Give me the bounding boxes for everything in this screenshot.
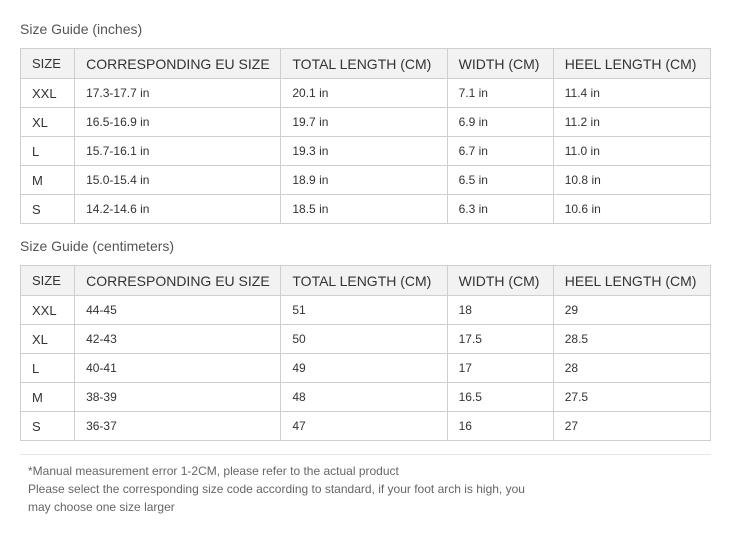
table-row (21, 412, 711, 441)
header-width: WIDTH (CM) (447, 49, 553, 79)
table-row (21, 296, 711, 325)
cell-width: 17 (447, 354, 553, 383)
cell-total-length: 48 (281, 383, 447, 412)
cell-heel-length: 10.8 in (553, 166, 710, 195)
header-total-length: TOTAL LENGTH (CM) (281, 266, 447, 296)
table-header-row (21, 49, 711, 79)
table-row (21, 137, 711, 166)
inches-size-table (20, 48, 711, 224)
cell-heel-length: 29 (553, 296, 710, 325)
table-row (21, 79, 711, 108)
cell-heel-length: 28.5 (553, 325, 710, 354)
cell-width: 16 (447, 412, 553, 441)
inches-section-title: Size Guide (inches) (20, 21, 143, 37)
cell-total-length: 20.1 in (281, 79, 447, 108)
cell-size: XL (21, 325, 75, 354)
cell-heel-length: 10.6 in (553, 195, 710, 224)
cell-eu-size: 15.0-15.4 in (75, 166, 281, 195)
table-row (21, 108, 711, 137)
cell-total-length: 19.3 in (281, 137, 447, 166)
header-width: WIDTH (CM) (447, 266, 553, 296)
table-row (21, 166, 711, 195)
cell-total-length: 51 (281, 296, 447, 325)
cell-size: XXL (21, 79, 75, 108)
table-row (21, 195, 711, 224)
centimeters-size-table (20, 265, 711, 441)
cell-eu-size: 16.5-16.9 in (75, 108, 281, 137)
header-heel-length: HEEL LENGTH (CM) (553, 266, 710, 296)
cell-size: M (21, 166, 75, 195)
table-row (21, 325, 711, 354)
cell-eu-size: 38-39 (75, 383, 281, 412)
cell-eu-size: 14.2-14.6 in (75, 195, 281, 224)
cell-size: L (21, 137, 75, 166)
header-size: SIZE (21, 49, 75, 79)
cell-total-length: 47 (281, 412, 447, 441)
cell-heel-length: 11.2 in (553, 108, 710, 137)
cell-total-length: 18.9 in (281, 166, 447, 195)
header-size: SIZE (21, 266, 75, 296)
cell-heel-length: 27 (553, 412, 710, 441)
cell-total-length: 19.7 in (281, 108, 447, 137)
cell-size: L (21, 354, 75, 383)
size-selection-note: Please select the corresponding size code according to standard, if your foot arch is high, you (28, 482, 525, 496)
cell-total-length: 18.5 in (281, 195, 447, 224)
section-divider (20, 454, 711, 455)
cell-heel-length: 11.0 in (553, 137, 710, 166)
cell-eu-size: 42-43 (75, 325, 281, 354)
cell-eu-size: 17.3-17.7 in (75, 79, 281, 108)
cell-width: 6.9 in (447, 108, 553, 137)
cell-width: 16.5 (447, 383, 553, 412)
cell-eu-size: 40-41 (75, 354, 281, 383)
cell-eu-size: 36-37 (75, 412, 281, 441)
cell-width: 6.3 in (447, 195, 553, 224)
table-header-row (21, 266, 711, 296)
header-eu-size: CORRESPONDING EU SIZE (75, 49, 281, 79)
cell-heel-length: 11.4 in (553, 79, 710, 108)
cell-heel-length: 28 (553, 354, 710, 383)
cell-heel-length: 27.5 (553, 383, 710, 412)
cell-width: 6.7 in (447, 137, 553, 166)
cell-width: 7.1 in (447, 79, 553, 108)
cell-width: 6.5 in (447, 166, 553, 195)
cell-eu-size: 15.7-16.1 in (75, 137, 281, 166)
table-row (21, 383, 711, 412)
cell-width: 17.5 (447, 325, 553, 354)
header-eu-size: CORRESPONDING EU SIZE (75, 266, 281, 296)
cell-size: S (21, 195, 75, 224)
cell-width: 18 (447, 296, 553, 325)
centimeters-section-title: Size Guide (centimeters) (20, 238, 175, 254)
table-row (21, 354, 711, 383)
cell-total-length: 50 (281, 325, 447, 354)
cell-size: M (21, 383, 75, 412)
measurement-error-note: *Manual measurement error 1-2CM, please refer to the actual product (28, 464, 399, 478)
cell-size: XXL (21, 296, 75, 325)
cell-size: S (21, 412, 75, 441)
header-total-length: TOTAL LENGTH (CM) (281, 49, 447, 79)
cell-total-length: 49 (281, 354, 447, 383)
size-selection-note-continued: may choose one size larger (28, 500, 175, 514)
cell-size: XL (21, 108, 75, 137)
header-heel-length: HEEL LENGTH (CM) (553, 49, 710, 79)
cell-eu-size: 44-45 (75, 296, 281, 325)
